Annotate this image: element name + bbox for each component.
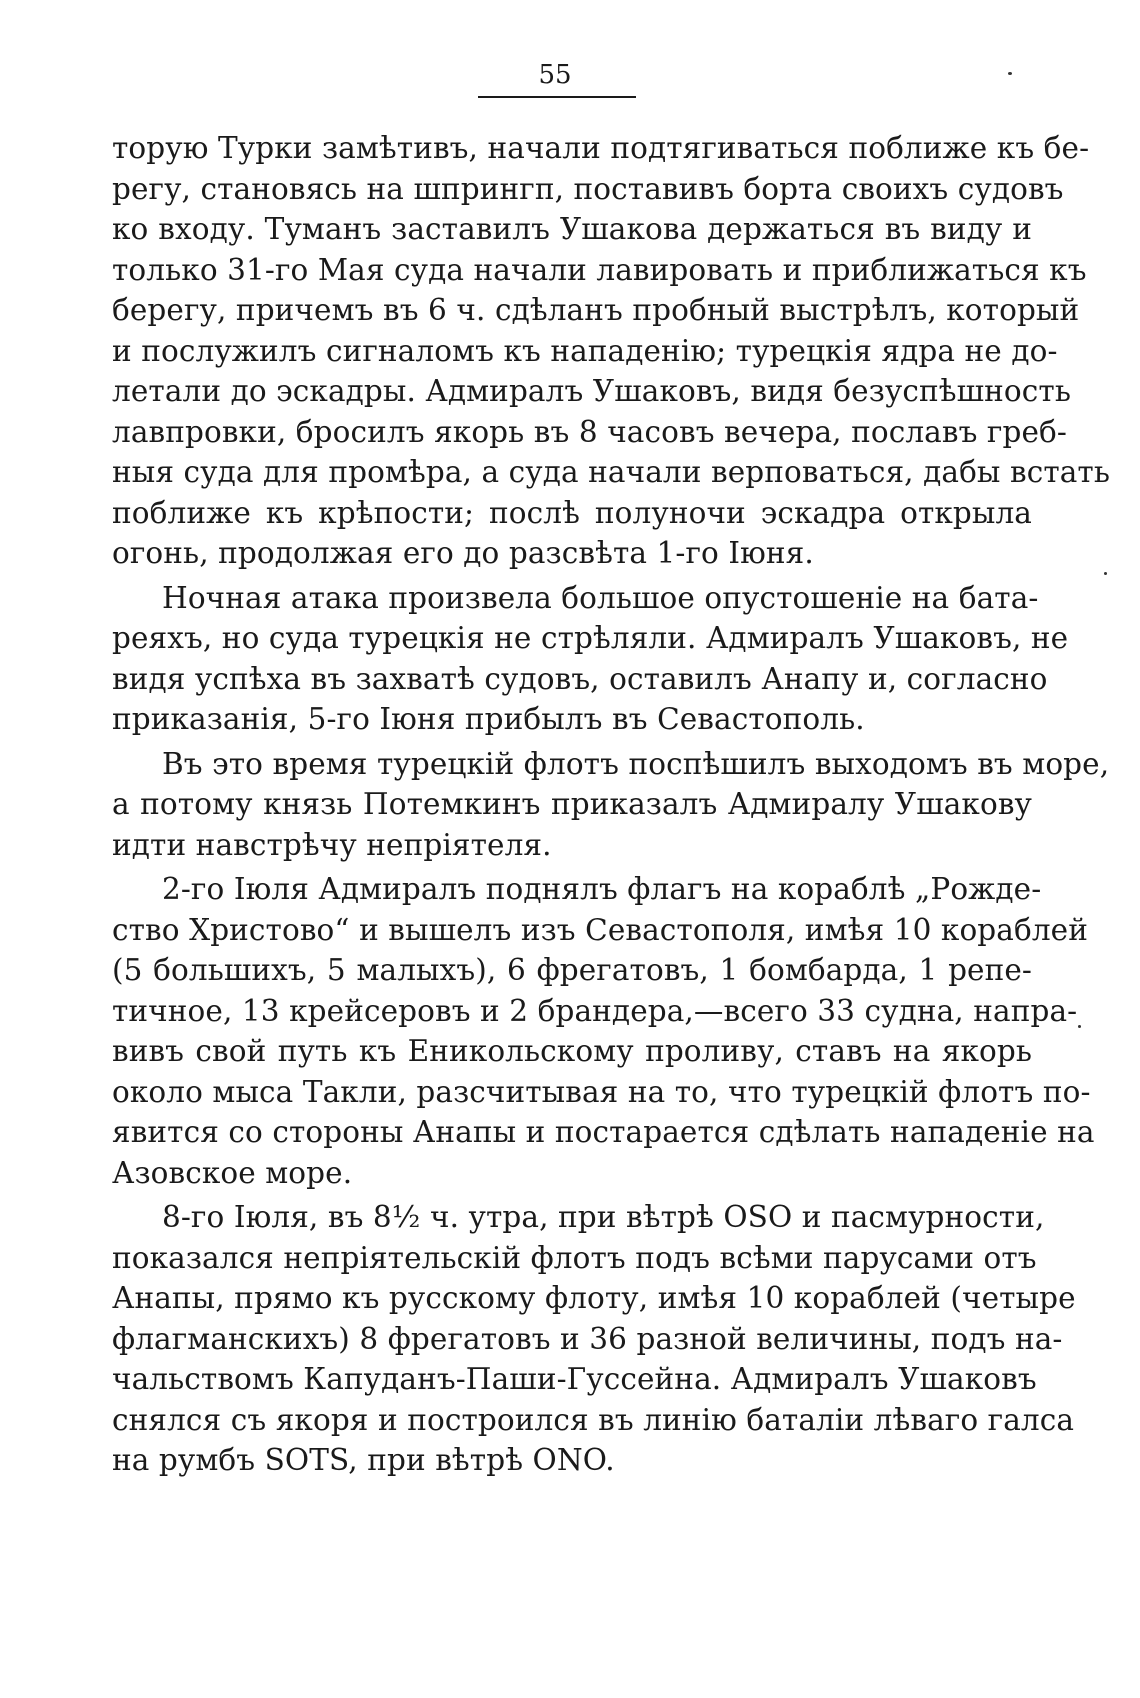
paragraph: [112, 1197, 1076, 1481]
text-line: поближе къ крѣпости; послѣ полуночи эскадра открыла: [112, 495, 1032, 530]
text-line: Въ это время турецкій флотъ поспѣшилъ выходомъ въ море,: [162, 746, 1110, 781]
text-line: только 31-го Мая суда начали лавировать и приближаться къ: [112, 252, 1087, 287]
scan-speck: [1078, 1025, 1081, 1028]
text-line: реяхъ, но суда турецкія не стрѣляли. Адмиралъ Ушаковъ, не: [112, 621, 1069, 655]
text-line: показался непріятельскій флотъ подъ всѣми парусами отъ: [112, 1240, 1037, 1275]
body-text: [112, 128, 1111, 1481]
text-line: берегу, причемъ въ 6 ч. сдѣланъ пробный выстрѣлъ, который: [112, 293, 1080, 327]
text-line: снялся съ якоря и построился въ линію баталіи лѣваго галса: [112, 1402, 1075, 1437]
scan-speck: [1104, 572, 1107, 575]
text-line: вивъ свой путь къ Еникольскому проливу, ставъ на якорь: [112, 1034, 1032, 1068]
text-line: летали до эскадры. Адмиралъ Ушаковъ, видя безуспѣшность: [112, 374, 1071, 408]
text-line: 8-го Іюля, въ 8½ ч. утра, при вѣтрѣ OSO и пасмурности,: [162, 1200, 1045, 1234]
text-line: тичное, 13 крейсеровъ и 2 брандера,—всего 33 судна, напра-: [112, 993, 1078, 1028]
paragraph: [112, 578, 1069, 740]
text-line: (5 большихъ, 5 малыхъ), 6 фрегатовъ, 1 бомбарда, 1 репе-: [112, 953, 1032, 987]
text-line: огонь, продолжая его до разсвѣта 1-го Іюня.: [112, 536, 814, 570]
text-line: и послужилъ сигналомъ къ нападенію; турецкія ядра не до-: [112, 333, 1058, 368]
page-header: [480, 60, 630, 96]
paragraph: [112, 869, 1095, 1193]
text-line: ство Христово“ и вышелъ изъ Севастополя, имѣя 10 кораблей: [112, 912, 1089, 947]
text-line: 2-го Іюля Адмиралъ поднялъ флагъ на кораблѣ „Рожде-: [162, 872, 1042, 906]
text-line: ко входу. Туманъ заставилъ Ушакова держаться въ виду и: [112, 212, 1032, 246]
text-line: идти навстрѣчу непріятеля.: [112, 827, 552, 862]
paragraph: [112, 128, 1111, 574]
text-line: торую Турки замѣтивъ, начали подтягиваться поближе къ бе-: [112, 131, 1090, 165]
text-line: Азовское море.: [112, 1155, 353, 1190]
text-line: видя успѣха въ захватѣ судовъ, оставилъ Анапу и, согласно: [112, 661, 1048, 696]
text-line: а потому князь Потемкинъ приказалъ Адмиралу Ушакову: [112, 787, 1032, 821]
text-line: на румбъ SOTS, при вѣтрѣ ONO.: [112, 1443, 615, 1477]
page-number-rule: [478, 96, 636, 98]
paragraph: [112, 744, 1110, 866]
text-line: регу, становясь на шпрингп, поставивъ борта своихъ судовъ: [112, 171, 1064, 206]
text-line: около мыса Такли, разсчитывая на то, что турецкій флотъ по-: [112, 1074, 1091, 1109]
scan-speck: [1008, 72, 1012, 75]
text-line: чальствомъ Капуданъ-Паши-Гуссейна. Адмиралъ Ушаковъ: [112, 1362, 1037, 1396]
text-line: флагманскихъ) 8 фрегатовъ и 36 разной величины, подъ на-: [112, 1321, 1063, 1356]
page-number: 55: [538, 60, 572, 90]
text-line: Ночная атака произвела большое опустошеніе на бата-: [162, 580, 1039, 615]
text-line: ныя суда для промѣра, а суда начали верповаться, дабы встать: [112, 455, 1111, 489]
text-line: лавпровки, бросилъ якорь въ 8 часовъ вечера, пославъ греб-: [112, 414, 1067, 449]
text-line: явится со стороны Анапы и постарается сдѣлать нападеніе на: [112, 1115, 1095, 1149]
text-line: приказанія, 5-го Іюня прибылъ въ Севастополь.: [112, 702, 865, 736]
text-line: Анапы, прямо къ русскому флоту, имѣя 10 кораблей (четыре: [112, 1281, 1076, 1315]
